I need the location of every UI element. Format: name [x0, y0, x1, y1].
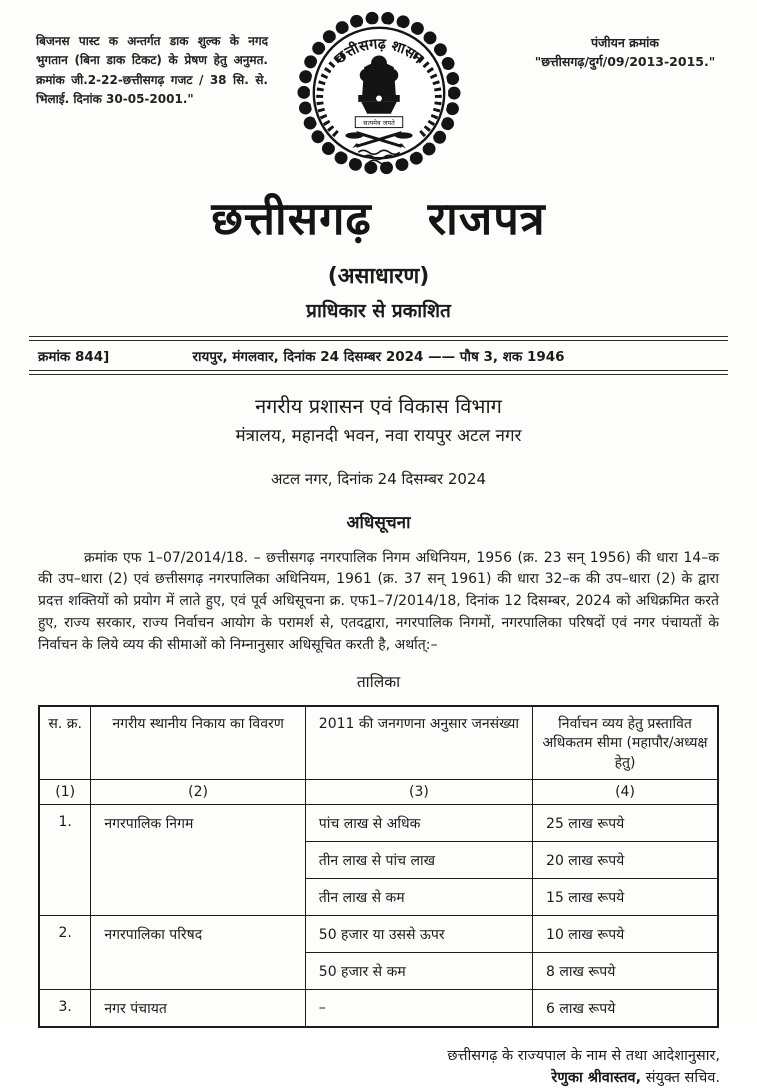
department-name: नगरीय प्रशासन एवं विकास विभाग — [255, 393, 502, 418]
row1-limit-3: 15 लाख रूपये — [533, 879, 718, 916]
table-row — [39, 916, 718, 953]
emblem-svg — [295, 6, 463, 180]
row2-body: नगरपालिका परिषद — [91, 916, 305, 990]
row2-serial: 2. — [39, 916, 91, 990]
emblem-circle-text: छत्तीसगढ़ शासन — [332, 36, 426, 68]
row3-body: नगर पंचायत — [91, 990, 305, 1027]
double-rule-bottom — [29, 370, 728, 375]
col-number-4: (4) — [533, 780, 718, 805]
registration-label: पंजीयन क्रमांक — [590, 35, 660, 50]
issue-date-line: रायपुर, मंगलवार, दिनांक 24 दिसम्बर 2024 —— पौष 3, शक 1946 — [192, 348, 565, 365]
chhattisgarh-government-emblem-icon — [295, 6, 463, 184]
order-line: छत्तीसगढ़ के राज्यपाल के नाम से तथा आदेशानुसार, — [447, 1047, 720, 1064]
gazette-issue-line — [29, 342, 728, 369]
table-row — [39, 805, 718, 842]
gazette-title-word1: छत्तीसगढ़ — [211, 192, 372, 245]
row2-limit-2: 8 लाख रूपये — [533, 953, 718, 990]
header-body-name: नगरीय स्थानीय निकाय का विवरण — [91, 706, 305, 780]
department-address: मंत्रालय, महानदी भवन, नवा रायपुर अटल नगर — [235, 425, 522, 446]
notification-body: क्रमांक एफ 1–07/2014/18. – छत्तीसगढ़ नगरपालिक निगम अधिनियम, 1956 (क्र. 23 सन् 1956) की धारा 14–क की उप–धारा (2) एवं छत्तीसगढ़ नगरपालिका अधिनियम, 1961 (क्र. 37 सन् 1961) की धारा 32–क की उप–धारा (2) के द्वारा प्रदत्त शक्तियों को प्रयोग में लाते हुए, एवं पूर्व अधिसूचना क्र. एफ1–7/2014/18, दिनांक 12 दिसम्बर, 2024 को अधिक्रमित करते हुए, राज्य सरकार, राज्य निर्वाचन आयोग के परामर्श से, एतदद्वारा, नगरपालिक निगमों, नगरपालिका परिषदों एवं नगर पंचायतों के निर्वाचन के लिये व्यय की सीमाओं को निम्नानुसार अधिसूचित करती है, अर्थात्:– — [38, 549, 719, 653]
col-number-3: (3) — [305, 780, 532, 805]
row1-limit-1: 25 लाख रूपये — [533, 805, 718, 842]
masthead — [0, 0, 757, 192]
row3-serial: 3. — [39, 990, 91, 1027]
signature-block — [0, 1045, 720, 1090]
row2-population-2: 50 हजार से कम — [305, 953, 532, 990]
gazette-title-word2: राजपत्र — [427, 192, 546, 245]
row3-limit: 6 लाख रूपये — [533, 990, 718, 1027]
postal-permit-note: बिजनस पास्ट क अन्तर्गत डाक शुल्क के नगद भुगतान (बिना डाक टिकट) के प्रेषण हेतु अनुमत. क्रमांक जी.2-22-छत्तीसगढ़ गजट / 38 सि. से. भिलाई. दिनांक 30-05-2001." — [36, 34, 268, 107]
row2-population-1: 50 हजार या उससे ऊपर — [305, 916, 532, 953]
header-population: 2011 की जनगणना अनुसार जनसंख्या — [305, 706, 532, 780]
row1-limit-2: 20 लाख रूपये — [533, 842, 718, 879]
header-limit: निर्वाचन व्यय हेतु प्रस्तावित अधिकतम सीमा (महापौर/अध्यक्ष हेतु) — [533, 706, 718, 780]
place-and-date: अटल नगर, दिनांक 24 दिसम्बर 2024 — [270, 469, 487, 488]
row2-limit-1: 10 लाख रूपये — [533, 916, 718, 953]
header-serial: स. क्र. — [39, 706, 91, 780]
row1-serial: 1. — [39, 805, 91, 916]
row1-population-1: पांच लाख से अधिक — [305, 805, 532, 842]
col-number-2: (2) — [91, 780, 305, 805]
row1-body: नगरपालिक निगम — [91, 805, 305, 916]
emblem-motto-text: सत्यमेव जयते — [362, 119, 395, 128]
registration-block — [507, 34, 743, 72]
signatory-line — [0, 1067, 720, 1089]
published-by-authority: प्राधिकार से प्रकाशित — [306, 299, 451, 322]
expense-limits-table — [38, 705, 719, 1028]
table-header-row — [39, 706, 718, 780]
notification-heading: अधिसूचना — [346, 512, 411, 533]
row1-population-3: तीन लाख से कम — [305, 879, 532, 916]
table-title: तालिका — [356, 672, 401, 691]
row1-population-2: तीन लाख से पांच लाख — [305, 842, 532, 879]
registration-number: "छत्तीसगढ़/दुर्ग/09/2013-2015." — [534, 53, 716, 69]
double-rule-top — [29, 336, 728, 341]
table-row — [39, 990, 718, 1027]
signatory-name: रेणुका श्रीवास्तव, — [551, 1070, 642, 1087]
gazette-title — [0, 194, 757, 244]
row3-population: – — [305, 990, 532, 1027]
col-number-1: (1) — [39, 780, 91, 805]
signatory-title: संयुक्त सचिव. — [645, 1070, 720, 1087]
gazette-edition: (असाधारण) — [327, 263, 430, 289]
column-number-row — [39, 780, 718, 805]
issue-serial-number: क्रमांक 844] — [38, 348, 110, 365]
